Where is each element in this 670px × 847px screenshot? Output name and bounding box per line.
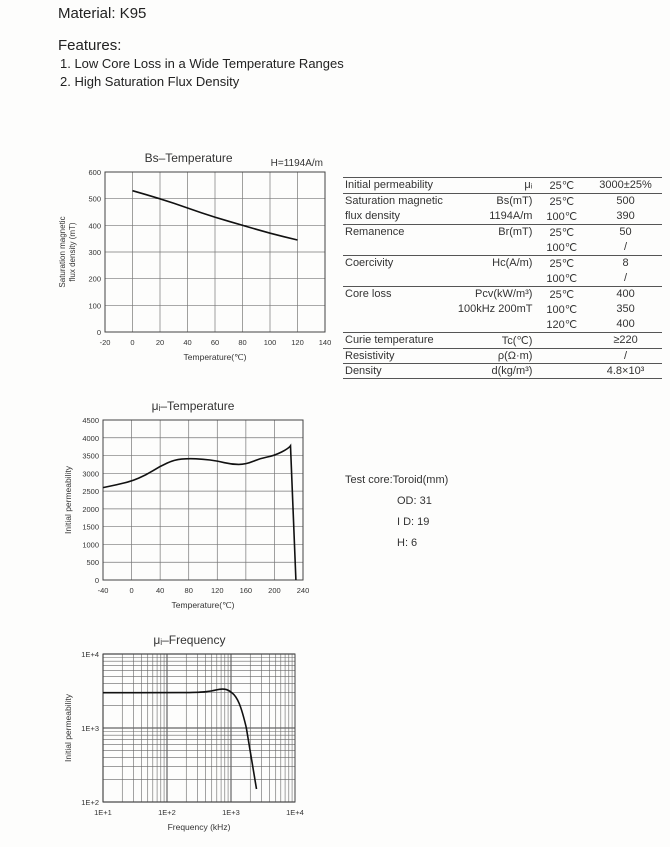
property-cell: 25℃: [549, 289, 575, 301]
property-cell: 400: [589, 317, 662, 333]
bs-temperature-chart: [50, 140, 332, 380]
permeability-temperature-chart: [55, 386, 330, 618]
property-cell: 100℃: [534, 240, 589, 256]
test-core-od: OD: 31: [397, 495, 432, 507]
x-tick-label: 140: [318, 338, 332, 347]
property-row: [343, 302, 662, 317]
x-tick-label: 20: [155, 338, 165, 347]
x-tick-label: 1E+3: [222, 808, 240, 817]
y-tick-label: 0: [94, 576, 99, 585]
property-cell: Tc(℃): [454, 333, 535, 349]
x-tick-label: 80: [238, 338, 247, 347]
y-tick-label: 1E+3: [81, 724, 99, 733]
property-cell: 350: [616, 303, 635, 315]
x-tick-label: 1E+1: [94, 808, 112, 817]
series-line: [103, 689, 257, 789]
property-cell: 8: [622, 257, 629, 269]
property-cell: ≥220: [589, 333, 662, 349]
property-row: [343, 209, 662, 225]
y-tick-label: 4500: [82, 416, 99, 425]
property-cell: 100kHz 200mT: [457, 303, 533, 315]
property-cell: flux density: [343, 209, 454, 225]
x-tick-label: 120: [291, 338, 304, 347]
property-cell: [343, 302, 454, 317]
features-heading: Features:: [58, 37, 122, 54]
property-row: [343, 317, 662, 333]
property-row: [343, 364, 662, 379]
property-cell: Bs(mT): [496, 195, 533, 207]
x-axis-label: Temperature(℃): [183, 352, 247, 362]
x-tick-label: 120: [211, 586, 224, 595]
y-axis-label: [58, 216, 77, 287]
property-cell: Br(mT): [498, 226, 533, 238]
y-tick-label: 300: [88, 248, 101, 257]
y-axis-label: Initial permeability: [63, 693, 73, 763]
property-row: [343, 240, 662, 256]
property-cell: ρ(Ω·m): [454, 349, 535, 364]
property-cell: [343, 317, 454, 333]
y-tick-label: 3000: [82, 469, 99, 479]
chart-annotation: H=1194A/m: [270, 158, 323, 169]
x-tick-label: 60: [210, 338, 220, 347]
property-row: [343, 256, 662, 272]
property-row: [343, 271, 662, 287]
property-cell: /: [589, 271, 662, 287]
y-tick-label: 0: [96, 328, 101, 337]
material-heading: Material: K95: [58, 5, 147, 22]
property-cell: Resistivity: [343, 349, 454, 364]
property-cell: 25℃: [549, 227, 575, 239]
property-cell: Density: [343, 364, 454, 379]
x-axis-label: Frequency (kHz): [167, 822, 231, 832]
property-cell: 500: [616, 195, 635, 207]
series-line: [103, 446, 296, 580]
property-cell: [534, 349, 589, 364]
y-tick-label: 600: [88, 168, 101, 177]
property-cell: /: [589, 349, 662, 364]
feature-item: 1. Low Core Loss in a Wide Temperature Ranges: [60, 56, 344, 71]
test-core-h: H: 6: [397, 537, 418, 549]
x-tick-label: 40: [183, 338, 192, 347]
chart-title: μᵢ–Frequency: [153, 633, 226, 647]
property-cell: Curie temperature: [343, 333, 454, 349]
y-axis-label: Initial permeability: [63, 465, 73, 535]
property-cell: Saturation magnetic: [345, 195, 443, 207]
test-core-id: I D: 19: [397, 516, 430, 528]
x-tick-label: 240: [296, 586, 310, 595]
property-cell: [454, 317, 535, 333]
y-tick-label: 3500: [82, 451, 99, 461]
y-axis-label-part: Saturation magnetic: [58, 216, 67, 288]
y-tick-label: 4000: [82, 433, 99, 443]
property-cell: Pcv(kW/m³): [475, 288, 533, 300]
chart-title: Bs–Temperature: [144, 151, 233, 165]
property-cell: [454, 240, 535, 256]
x-tick-label: 40: [155, 586, 165, 595]
y-tick-label: 1500: [82, 522, 99, 532]
y-tick-label: 1000: [82, 540, 99, 550]
property-cell: 4.8×10³: [589, 364, 662, 379]
property-row: [343, 194, 662, 210]
property-cell: Initial permeability: [343, 178, 454, 194]
property-cell: [534, 364, 589, 379]
property-cell: Hc(A/m): [492, 257, 533, 269]
x-tick-label: 160: [239, 586, 253, 595]
x-tick-label: 0: [130, 338, 135, 347]
x-tick-label: -20: [99, 338, 111, 347]
y-tick-label: 2500: [82, 487, 99, 497]
x-tick-label: 100: [263, 338, 277, 347]
property-cell: /: [589, 240, 662, 256]
property-cell: 1194A/m: [454, 209, 535, 225]
property-row: [343, 349, 662, 364]
x-tick-label: 1E+4: [286, 808, 304, 817]
property-cell: Remanence: [345, 226, 405, 238]
test-core-title: Test core:Toroid(mm): [345, 474, 449, 486]
property-cell: 25℃: [549, 196, 575, 208]
property-cell: [534, 333, 589, 349]
property-cell: 50: [619, 226, 632, 238]
permeability-frequency-chart: [55, 628, 330, 840]
x-tick-label: 200: [268, 586, 281, 595]
property-cell: Coercivity: [345, 257, 394, 269]
y-tick-label: 1E+4: [81, 650, 99, 659]
property-cell: 100℃: [534, 271, 589, 287]
property-cell: [454, 271, 535, 287]
property-row: [343, 287, 662, 303]
property-cell: 390: [589, 209, 662, 225]
property-cell: 25℃: [534, 178, 589, 194]
x-tick-label: 0: [129, 586, 134, 595]
property-cell: μᵢ: [454, 178, 535, 194]
feature-item: 2. High Saturation Flux Density: [60, 74, 240, 89]
property-row: [343, 333, 662, 349]
y-tick-label: 500: [88, 194, 101, 204]
property-cell: d(kg/m³): [454, 364, 535, 379]
y-tick-label: 2000: [82, 504, 99, 514]
chart-title: μᵢ–Temperature: [151, 399, 235, 413]
property-cell: 120℃: [534, 317, 589, 333]
y-tick-label: 200: [88, 274, 101, 284]
property-cell: 100℃: [534, 209, 589, 225]
x-tick-label: -40: [97, 586, 109, 595]
y-tick-label: 500: [86, 558, 99, 568]
property-cell: Core loss: [345, 288, 392, 300]
property-cell: 100℃: [546, 304, 578, 316]
y-tick-label: 400: [88, 221, 101, 231]
properties-table: [343, 177, 662, 379]
property-cell: 25℃: [549, 258, 575, 270]
property-row: [343, 178, 662, 194]
property-row: [343, 225, 662, 241]
plot-frame: [103, 420, 303, 580]
x-axis-label: Temperature(℃): [171, 600, 235, 610]
x-tick-label: 1E+2: [158, 808, 176, 817]
y-tick-label: 1E+2: [81, 798, 99, 807]
y-axis-label-part: flux density (mT): [68, 222, 77, 282]
property-cell: 400: [616, 288, 635, 300]
property-cell: [343, 240, 454, 256]
property-cell: 3000±25%: [589, 178, 662, 194]
x-tick-label: 80: [184, 586, 193, 595]
y-tick-label: 100: [88, 301, 101, 311]
property-cell: [343, 271, 454, 287]
